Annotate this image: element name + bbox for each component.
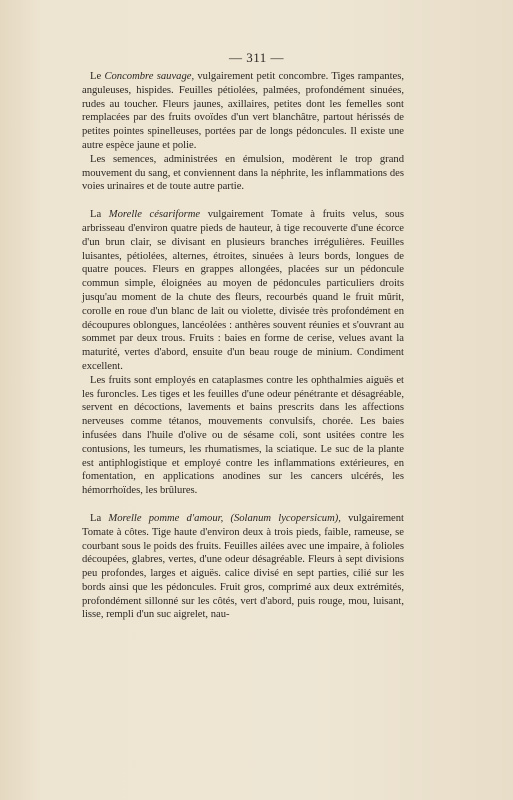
paragraph-lead: La bbox=[90, 209, 109, 221]
page-text bbox=[82, 70, 404, 622]
paragraph-morelle-cesariforme-usage bbox=[82, 374, 404, 498]
paragraph-body: vulgairement Tomate à côtes. Tige haute d'environ deux à trois pieds, faible, rameuse, se courbant sous le poids des fruits. Feuilles ailées avec une impaire, à folioles découpées, glabres, vertes, d'une odeur désagréable. Fleurs à sept divisions peu profondes, larges et aiguës. calice divisé en sept parties, cilié sur les bords ainsi que les pédoncules. Fruit gros, comprimé aux deux extrémités, profondément sillonné sur les côtés, vert d'abord, puis rouge, mou, luisant, lisse, rempli d'un suc aigrelet, nau- bbox=[82, 512, 405, 621]
paragraph-concombre-usage bbox=[82, 153, 404, 194]
paragraph-body: Les fruits sont employés en cataplasmes contre les ophthalmies aiguës et les furoncles. Les tiges et les feuilles d'une odeur pénétrante et désagréable, servent en décoctions, lavements et bains prescrits dans les affections nerveuses comme tétanos, mouvements convulsifs, chorée. Les baies infusées dans l'huile d'olive ou de sésame coli, sont usitées contre les contusions, les tumeurs, les rhumatismes, la sciatique. Le suc de la plante est antiphlogistique et employé contre les inflammations extérieures, en fomentation, en applications anodines sur les cancers ulcérés, les hémorrhoïdes, les brûlures. bbox=[82, 374, 404, 497]
paragraph-concombre-description bbox=[82, 70, 404, 153]
plant-name-morelle-pomme-amour: Morelle pomme d'amour, (Solanum lycopersicum), bbox=[108, 512, 341, 524]
paragraph-morelle-pomme-amour bbox=[82, 512, 404, 622]
paragraph-gap bbox=[82, 194, 404, 208]
paragraph-lead: Le bbox=[90, 71, 105, 82]
plant-name-concombre: Concombre sauvage, bbox=[104, 71, 195, 82]
paragraph-lead: La bbox=[90, 512, 109, 524]
paragraph-body: vulgairement Tomate à fruits velus, sous arbrisseau d'environ quatre pieds de hauteur, à tige recouverte d'une écorce d'un brun clair, se divisant en plusieurs branches irrégulières. Feuilles luisantes, pétiolées, alternes, étroites, sinuées à leurs bords, longues de quatre pouces. Fleurs en grappes allongées, placées sur un pédoncule commun simple, éloignées au moyen de pédoncules particuliers droits jusqu'au moment de la chute des fleurs, recourbés quand le fruit mûrit, corolle en roue d'un blanc de lait ou violette, divisée très profondément en découpures oblongues, lancéolées : anthères souvent réunies et s'ouvrant au sommet par deux trous. Fruits : baies en forme de cerise, velues avant la maturité, vertes d'abord, ensuite d'un beau rouge de minium. Condiment excellent. bbox=[82, 209, 404, 372]
paragraph-body: vulgairement petit concombre. Tiges rampantes, anguleuses, hispides. Feuilles pétiolées, palmées, profondément sinuées, rudes au toucher. Fleurs jaunes, axillaires, petites dont les femelles sont remplacées par des fruits ovoïdes d'un vert blanchâtre, partout hérissés de petites pointes spinelleuses, portées par de longs pédoncules. Il existe une autre espèce jaune et polie. bbox=[82, 71, 404, 151]
paragraph-morelle-cesariforme-description bbox=[82, 208, 404, 374]
page-number: — 311 — bbox=[228, 50, 285, 65]
plant-name-morelle-cesariforme: Morelle césariforme bbox=[108, 209, 201, 221]
paragraph-gap bbox=[82, 498, 404, 512]
paragraph-body: Les semences, administrées en émulsion, modèrent le trop grand mouvement du sang, et conviennent dans la néphrite, les inflammations des voies urinaires et de toute autre partie. bbox=[82, 153, 404, 193]
